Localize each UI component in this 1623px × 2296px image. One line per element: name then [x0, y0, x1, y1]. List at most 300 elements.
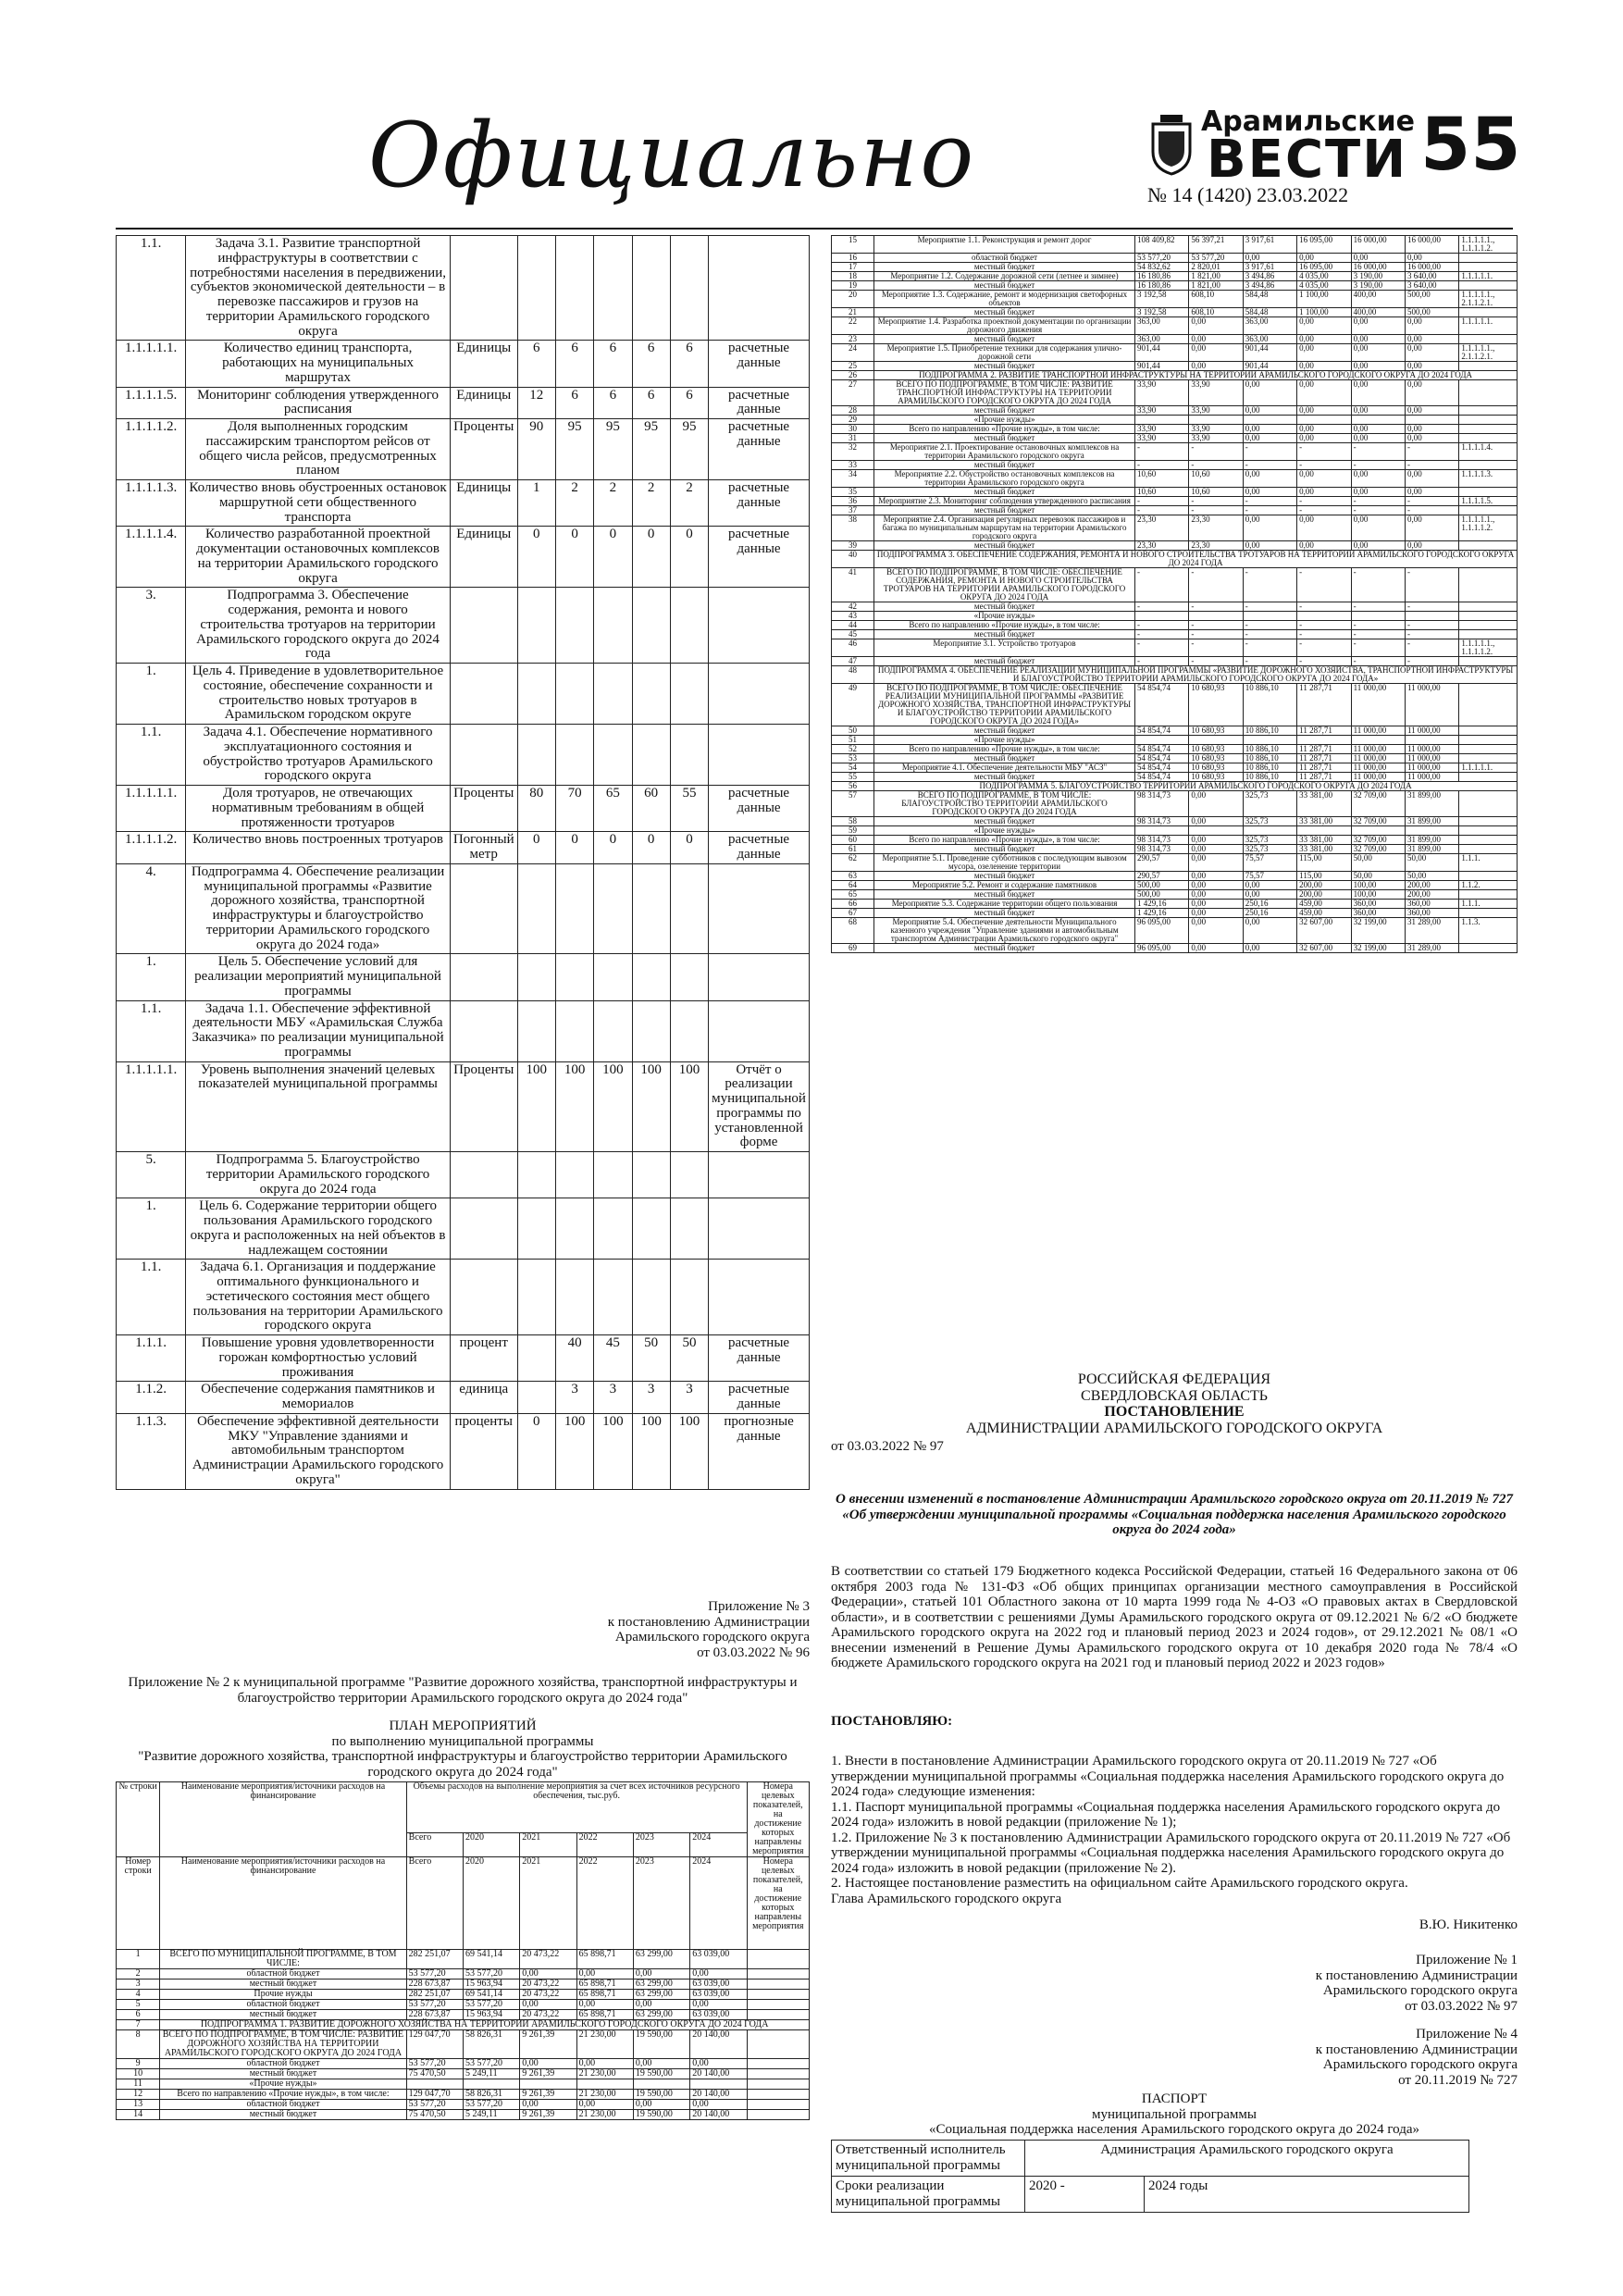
row-indicators [1459, 263, 1518, 272]
row-unit: Единицы [450, 341, 517, 387]
row-value: 19 590,00 [633, 2030, 689, 2059]
plan-subtitle-2: "Развитие дорожного хозяйства, транспортной инфраструктуры и благоустройство территории Арамильского городского округа до 2024 года" [138, 1749, 787, 1780]
row-value: 10,60 [1134, 488, 1188, 497]
row-name: местный бюджет [874, 488, 1135, 497]
row-value: 33,90 [1189, 406, 1243, 416]
row-value: 63 299,00 [633, 1950, 689, 1969]
row-value: 96 095,00 [1134, 918, 1188, 944]
row-number: 18 [832, 272, 874, 281]
row-value: 0,00 [1405, 425, 1458, 434]
row-value [1405, 736, 1458, 745]
row-value: 0,00 [690, 2000, 747, 2010]
row-value: 11 000,00 [1405, 754, 1458, 763]
row-value: 3 [670, 1382, 708, 1414]
row-code: 1.1.1.1.5. [117, 387, 186, 419]
row-value: - [1134, 630, 1188, 639]
row-value [594, 236, 632, 341]
table-row [117, 664, 810, 725]
row-value: 0,00 [1351, 335, 1405, 344]
row-value: - [1243, 497, 1296, 506]
table-row [117, 527, 810, 588]
row-value: 0,00 [1405, 541, 1458, 551]
row-value: - [1134, 443, 1188, 461]
row-value: 4 035,00 [1297, 272, 1351, 281]
row-value: 0,00 [1351, 515, 1405, 541]
row-number: 39 [832, 541, 874, 551]
row-value: - [1351, 506, 1405, 515]
row-value: 63 299,00 [633, 1980, 689, 1990]
row-unit [450, 863, 517, 954]
plan-subtitle: по выполнению муниципальной программы [331, 1733, 594, 1749]
row-value: 250,16 [1243, 900, 1296, 909]
passport-value: 2024 годы [1145, 2177, 1469, 2213]
row-number: 38 [832, 515, 874, 541]
row-value: 100 [594, 1413, 632, 1489]
row-value: - [1243, 602, 1296, 612]
row-value: 11 287,71 [1297, 763, 1351, 773]
row-value [1297, 826, 1351, 836]
row-code: 1.1. [117, 236, 186, 341]
row-value: 50,00 [1351, 854, 1405, 872]
row-value [517, 1198, 555, 1260]
row-number: 14 [117, 2110, 160, 2120]
row-value: - [1189, 621, 1243, 630]
row-value: 16 095,00 [1297, 236, 1351, 254]
table-row [117, 1335, 810, 1382]
row-text: Задача 3.1. Развитие транспортной инфраструктуры в соответствии с потребностями населения в передвижении, субъектов экономической деятельности – в перевозке пассажиров и грузов на территории Арамильского городского округа [186, 236, 451, 341]
row-value: 1 429,16 [1134, 909, 1188, 918]
row-value [555, 954, 593, 1000]
passport-value: Администрация Арамильского городского округа [1025, 2141, 1469, 2177]
row-unit: Единицы [450, 387, 517, 419]
row-number: 11 [117, 2079, 160, 2090]
row-name: областной бюджет [874, 254, 1135, 263]
row-value [670, 1260, 708, 1335]
row-value: 115,00 [1297, 854, 1351, 872]
row-value: 0,00 [1243, 918, 1296, 944]
table-row [117, 2090, 810, 2100]
row-value: 53 577,20 [1134, 254, 1188, 263]
row-name: Всего по направлению «Прочие нужды», в том числе: [874, 425, 1135, 434]
row-name: Мероприятие 1.4. Разработка проектной документации по организации дорожного движения [874, 317, 1135, 335]
row-value: 3 494,86 [1243, 272, 1296, 281]
row-value: 0,00 [1297, 335, 1351, 344]
row-value: 1 821,00 [1189, 272, 1243, 281]
row-name: «Прочие нужды» [874, 416, 1135, 425]
row-code: 1. [117, 954, 186, 1000]
header-cell: 2023 [633, 1833, 689, 1857]
row-value: - [1351, 657, 1405, 666]
row-name: ПОДПРОГРАММА 5. БЛАГОУСТРОЙСТВО ТЕРРИТОРИИ АРАМИЛЬСКОГО ГОРОДСКОГО ОКРУГА ДО 2024 ГОДА [874, 782, 1518, 791]
row-value [1405, 612, 1458, 621]
row-value: - [1189, 443, 1243, 461]
table-row [117, 786, 810, 832]
decree-resolve: ПОСТАНОВЛЯЮ: [831, 1714, 953, 1729]
annex-line: Приложение № 3 [708, 1599, 810, 1614]
row-name: ВСЕГО ПО ПОДПРОГРАММЕ, В ТОМ ЧИСЛЕ: ОБЕСПЕЧЕНИЕ СОДЕРЖАНИЯ, РЕМОНТА И НОВОГО СТРОИТЕЛЬСТВА ТРОТУАРОВ НА ТЕРРИТОРИИ АРАМИЛЬСКОГО ГОРОДСКОГО ОКРУГА ДО 2024 ГОДА [874, 568, 1135, 602]
row-value [670, 1000, 708, 1061]
row-value: 0,00 [1405, 335, 1458, 344]
row-value: 0,00 [1189, 845, 1243, 854]
row-indicators [1459, 380, 1518, 406]
row-value: 0,00 [520, 2059, 576, 2069]
row-note: расчетные данные [709, 341, 810, 387]
row-number: 16 [832, 254, 874, 263]
row-value: 0 [517, 1413, 555, 1489]
row-number: 32 [832, 443, 874, 461]
row-value: 9 261,39 [520, 2030, 576, 2059]
row-value: 100 [517, 1061, 555, 1152]
row-code: 1.1.1.1.1. [117, 1061, 186, 1152]
row-value [517, 1000, 555, 1061]
row-indicators: 1.1.1.1.3. [1459, 470, 1518, 488]
row-value: 6 [632, 341, 670, 387]
row-unit [450, 1152, 517, 1198]
row-value: 901,44 [1134, 344, 1188, 362]
row-text: Подпрограмма 4. Обеспечение реализации муниципальной программы «Развитие дорожного хозяйства, транспортной инфраструктуры и благоустройство территории Арамильского городского округа до 2024 года» [186, 863, 451, 954]
row-indicators [1459, 944, 1518, 953]
table-row [832, 881, 1518, 890]
row-number: 58 [832, 817, 874, 826]
row-unit [450, 725, 517, 786]
row-indicators: 1.1.1.1.1. [1459, 317, 1518, 335]
table-row [117, 1950, 810, 1969]
row-value: 0,00 [1189, 317, 1243, 335]
row-number: 59 [832, 826, 874, 836]
row-note: расчетные данные [709, 387, 810, 419]
row-number: 45 [832, 630, 874, 639]
row-note [709, 725, 810, 786]
row-value: 200,00 [1297, 890, 1351, 900]
row-value [1351, 612, 1405, 621]
row-value [517, 725, 555, 786]
row-value: - [1189, 639, 1243, 657]
row-value: 5 249,11 [463, 2069, 519, 2079]
row-indicators [1459, 488, 1518, 497]
row-value: - [1405, 657, 1458, 666]
row-note [709, 863, 810, 954]
row-value: 325,73 [1243, 817, 1296, 826]
table-row [832, 470, 1518, 488]
row-value: 32 709,00 [1351, 817, 1405, 826]
row-value: 10 886,10 [1243, 745, 1296, 754]
table-row [832, 362, 1518, 371]
table-row [832, 461, 1518, 470]
table-row [117, 387, 810, 419]
row-value: 19 590,00 [633, 2090, 689, 2100]
row-value: 0,00 [1189, 791, 1243, 817]
row-value: 0,00 [1243, 488, 1296, 497]
table-row [117, 1260, 810, 1335]
row-value: 33 381,00 [1297, 817, 1351, 826]
table-row [117, 480, 810, 527]
row-name: ВСЕГО ПО ПОДПРОГРАММЕ, В ТОМ ЧИСЛЕ: РАЗВИТИЕ ТРАНСПОРТНОЙ ИНФРАСТРУКТУРЫ НА ТЕРРИТОРИИ АРАМИЛЬСКОГО ГОРОДСКОГО ОКРУГА ДО 2024 ГОДА [874, 380, 1135, 406]
row-value: - [1405, 639, 1458, 657]
row-text: Количество разработанной проектной документации остановочных комплексов на территории Арамильского городского округа [186, 527, 451, 588]
row-value: 0,00 [1243, 890, 1296, 900]
row-value: 11 287,71 [1297, 745, 1351, 754]
row-value: 0,00 [1405, 317, 1458, 335]
row-value: 6 [670, 387, 708, 419]
row-code: 1.1.1.1.1. [117, 786, 186, 832]
row-indicators [1459, 657, 1518, 666]
row-value [406, 2079, 463, 2090]
row-value: 1 821,00 [1189, 281, 1243, 291]
row-indicators [1459, 773, 1518, 782]
row-number: 24 [832, 344, 874, 362]
decree-point: 1.2. Приложение № 3 к постановлению Администрации Арамильского городского округа от 20.11.2019 № 727 «Об утверждении муниципальной программы «Социальная поддержка населения Арамильского городского округа до 2024 года» изложить в новой редакции (приложение № 2). [831, 1830, 1511, 1876]
header-cell: Номера целевых показателей, на достижение которых направлены мероприятия [747, 1782, 809, 1857]
row-value [517, 664, 555, 725]
row-name: Всего по направлению «Прочие нужды», в том числе: [874, 745, 1135, 754]
row-value: 0,00 [1405, 344, 1458, 362]
row-value: 0,00 [1351, 406, 1405, 416]
row-value: 12 [517, 387, 555, 419]
table-row [117, 236, 810, 341]
annex-line: Приложение № 4 [1416, 2027, 1518, 2042]
row-value: 0,00 [576, 1969, 633, 1980]
row-value: 0,00 [1189, 817, 1243, 826]
row-unit: Единицы [450, 480, 517, 527]
row-value: 16 000,00 [1405, 236, 1458, 254]
row-value: 0 [555, 527, 593, 588]
row-value: 63 039,00 [690, 2010, 747, 2020]
row-value: 100 [670, 1061, 708, 1152]
row-value: 0,00 [1243, 944, 1296, 953]
row-value: - [1351, 630, 1405, 639]
row-value: - [1297, 568, 1351, 602]
row-value: 50,00 [1405, 854, 1458, 872]
row-indicators [747, 2090, 809, 2100]
row-value: - [1189, 461, 1243, 470]
passport-subtitle-2: «Социальная поддержка населения Арамильского городского округа до 2024 года» [928, 2122, 1420, 2137]
row-value [594, 954, 632, 1000]
row-value: 290,57 [1134, 854, 1188, 872]
row-value: - [1405, 621, 1458, 630]
row-value: 21 230,00 [576, 2110, 633, 2120]
row-number: 35 [832, 488, 874, 497]
decree-points [831, 1754, 1518, 1906]
row-indicators [1459, 425, 1518, 434]
row-number: 31 [832, 434, 874, 443]
row-value [1189, 612, 1243, 621]
decree-signer: В.Ю. Никитенко [1419, 1917, 1518, 1932]
row-value: 100 [555, 1061, 593, 1152]
row-value: 11 000,00 [1405, 684, 1458, 726]
page-number: 55 [1420, 104, 1521, 187]
table-row [832, 872, 1518, 881]
row-number: 40 [832, 551, 874, 568]
row-value: 98 314,73 [1134, 817, 1188, 826]
row-value: 0,00 [1351, 380, 1405, 406]
row-number: 55 [832, 773, 874, 782]
row-value: 0,00 [1243, 515, 1296, 541]
row-value: - [1243, 630, 1296, 639]
row-value: 54 854,74 [1134, 754, 1188, 763]
row-indicators: 1.1.1. [1459, 854, 1518, 872]
row-name: местный бюджет [160, 1980, 406, 1990]
row-value: - [1297, 443, 1351, 461]
row-value: 69 541,14 [463, 1950, 519, 1969]
row-number: 44 [832, 621, 874, 630]
table-row [832, 506, 1518, 515]
header-cell: 2024 [690, 1833, 747, 1857]
row-value: 0,00 [1297, 425, 1351, 434]
row-indicators: 1.1.1.1.1., 2.1.1.2.1. [1459, 291, 1518, 308]
row-value: 53 577,20 [406, 2100, 463, 2110]
row-note: расчетные данные [709, 786, 810, 832]
row-name: местный бюджет [874, 773, 1135, 782]
table-row [832, 308, 1518, 317]
table-row [832, 817, 1518, 826]
row-value: 10 886,10 [1243, 754, 1296, 763]
row-name: местный бюджет [874, 281, 1135, 291]
row-value: 53 577,20 [463, 2100, 519, 2110]
row-value [594, 588, 632, 664]
row-value: 6 [594, 387, 632, 419]
row-value: 10 886,10 [1243, 726, 1296, 736]
row-value: 65 [594, 786, 632, 832]
row-number: 1 [117, 1950, 160, 1969]
row-value: 0,00 [1297, 362, 1351, 371]
row-number: 8 [117, 2030, 160, 2059]
row-value: 360,00 [1351, 909, 1405, 918]
row-value [517, 1260, 555, 1335]
decree-point: 2. Настоящее постановление разместить на официальном сайте Арамильского городского округа. [831, 1876, 1408, 1891]
header-cell: Номер строки [117, 1857, 160, 1950]
table-row [832, 291, 1518, 308]
row-value: 31 899,00 [1405, 845, 1458, 854]
row-value [520, 2079, 576, 2090]
row-name: Мероприятие 1.5. Приобретение техники для содержания улично-дорожной сети [874, 344, 1135, 362]
row-value: 0,00 [1405, 515, 1458, 541]
table-row [832, 657, 1518, 666]
row-code: 1.1.1. [117, 1335, 186, 1382]
row-note [709, 1000, 810, 1061]
row-value: 0,00 [633, 2100, 689, 2110]
row-number: 57 [832, 791, 874, 817]
row-value: 16 000,00 [1405, 263, 1458, 272]
row-number: 56 [832, 782, 874, 791]
row-value: 98 314,73 [1134, 791, 1188, 817]
row-value: 95 [555, 419, 593, 480]
row-value: 901,44 [1243, 362, 1296, 371]
plan-table [116, 1781, 810, 2120]
row-value: 65 898,71 [576, 1990, 633, 2000]
row-value: - [1134, 602, 1188, 612]
row-value: 200,00 [1405, 890, 1458, 900]
table-row [832, 335, 1518, 344]
row-indicators [1459, 630, 1518, 639]
row-value [1351, 416, 1405, 425]
row-name: местный бюджет [874, 726, 1135, 736]
row-indicators [747, 2079, 809, 2090]
row-value: 500,00 [1405, 291, 1458, 308]
row-indicators [1459, 736, 1518, 745]
row-value: 65 898,71 [576, 1980, 633, 1990]
row-value: 100 [632, 1413, 670, 1489]
row-code: 3. [117, 588, 186, 664]
row-value: 290,57 [1134, 872, 1188, 881]
row-indicators [1459, 461, 1518, 470]
row-value: - [1405, 461, 1458, 470]
row-value [594, 1152, 632, 1198]
row-value: 11 287,71 [1297, 773, 1351, 782]
row-value: 33,90 [1134, 380, 1188, 406]
row-text: Повышение уровня удовлетворенности горожан комфортностью условий проживания [186, 1335, 451, 1382]
row-indicators [1459, 872, 1518, 881]
row-indicators: 1.1.1.1.1. [1459, 763, 1518, 773]
row-value: 0 [632, 527, 670, 588]
table-row [117, 2110, 810, 2120]
decree-point: Глава Арамильского городского округа [831, 1891, 1062, 1906]
row-code: 1.1. [117, 1260, 186, 1335]
row-name: областной бюджет [160, 2000, 406, 2010]
row-value: 200,00 [1405, 881, 1458, 890]
row-value [1134, 612, 1188, 621]
row-value: 53 577,20 [406, 1969, 463, 1980]
row-value: 53 577,20 [1189, 254, 1243, 263]
row-value: - [1134, 461, 1188, 470]
row-value: 33 381,00 [1297, 836, 1351, 845]
row-number: 66 [832, 900, 874, 909]
table-row [117, 2069, 810, 2079]
row-value: - [1297, 461, 1351, 470]
row-value: 400,00 [1351, 308, 1405, 317]
row-value: 20 140,00 [690, 2069, 747, 2079]
decree-issuer: АДМИНИСТРАЦИИ АРАМИЛЬСКОГО ГОРОДСКОГО ОКРУГА [965, 1420, 1383, 1436]
row-value: 16 095,00 [1297, 263, 1351, 272]
row-name: «Прочие нужды» [874, 826, 1135, 836]
decree-header [831, 1371, 1518, 1436]
row-value: 0,00 [1297, 380, 1351, 406]
row-code: 1.1.1.1.2. [117, 832, 186, 864]
passport-subtitle: муниципальной программы [1092, 2106, 1257, 2122]
row-value [1297, 416, 1351, 425]
row-value [1351, 736, 1405, 745]
row-value: 500,00 [1134, 881, 1188, 890]
row-indicators [1459, 726, 1518, 736]
row-value: 0,00 [1297, 254, 1351, 263]
row-name: Мероприятие 1.3. Содержание, ремонт и модернизация светофорных объектов [874, 291, 1135, 308]
row-name: местный бюджет [874, 817, 1135, 826]
table-row [832, 2177, 1469, 2213]
decree-point: 1.1. Паспорт муниципальной программы «Социальная поддержка населения Арамильского городского округа до 2024 года» изложить в новой редакции (приложение № 1); [831, 1799, 1501, 1830]
row-value: 55 [670, 786, 708, 832]
row-note [709, 1152, 810, 1198]
row-value [632, 664, 670, 725]
row-indicators [1459, 602, 1518, 612]
row-name: местный бюджет [874, 541, 1135, 551]
row-unit: Проценты [450, 419, 517, 480]
row-note [709, 588, 810, 664]
row-indicators: 1.1.1.1.5. [1459, 497, 1518, 506]
row-value: 21 230,00 [576, 2030, 633, 2059]
row-value: 0 [594, 832, 632, 864]
row-indicators [1459, 362, 1518, 371]
row-value: - [1405, 443, 1458, 461]
annex-3-block [555, 1599, 810, 1660]
row-value: 0,00 [1405, 434, 1458, 443]
row-number: 28 [832, 406, 874, 416]
row-value: 10,60 [1134, 470, 1188, 488]
row-text: Мониторинг соблюдения утвержденного расписания [186, 387, 451, 419]
row-value: 33,90 [1134, 406, 1188, 416]
row-code: 1.1. [117, 725, 186, 786]
row-number: 17 [832, 263, 874, 272]
row-value: 90 [517, 419, 555, 480]
row-unit: Проценты [450, 1061, 517, 1152]
